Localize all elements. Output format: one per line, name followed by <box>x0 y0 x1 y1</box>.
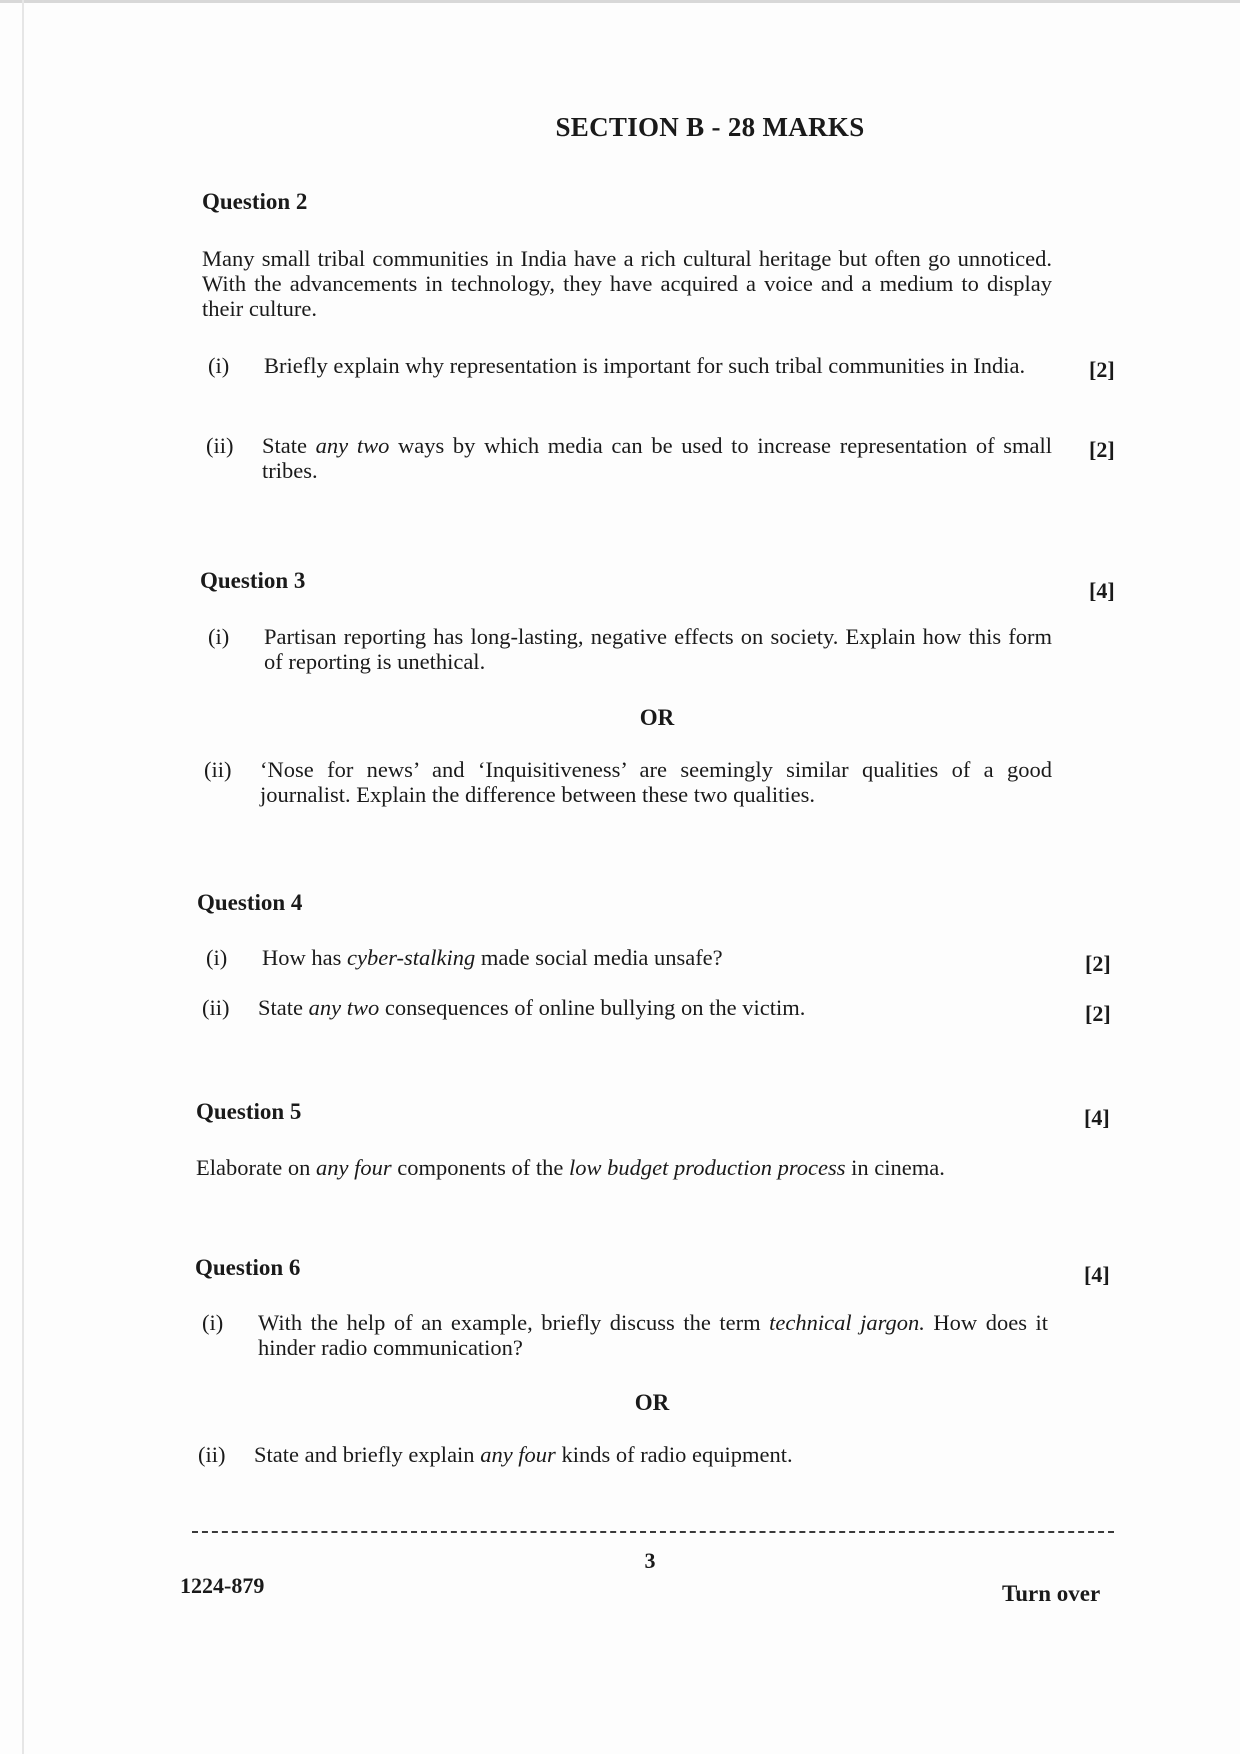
part-text: How has cyber-stalking made social media unsafe? <box>262 945 723 970</box>
scan-edge-left <box>22 0 24 1754</box>
part-text: Briefly explain why representation is important for such tribal communities in India. <box>264 353 1026 378</box>
question-4-part-i <box>206 945 1066 973</box>
part-text: State any two ways by which media can be used to increase representation of small tribes. <box>262 433 1052 483</box>
question-4-part-ii-marks: [2] <box>1085 1001 1111 1026</box>
paper-code: 1224-879 <box>180 1573 265 1598</box>
part-number: (i) <box>202 1310 224 1335</box>
question-3-title: Question 3 <box>200 568 306 593</box>
question-5-title: Question 5 <box>196 1099 302 1124</box>
question-3-part-i <box>208 624 1068 676</box>
question-2-part-ii <box>206 433 1066 485</box>
question-6-title: Question 6 <box>195 1255 301 1280</box>
part-number: (ii) <box>206 433 234 458</box>
question-5-text: Elaborate on any four components of the low budget production process in cinema. <box>196 1155 945 1180</box>
part-number: (ii) <box>204 757 232 782</box>
question-2-part-i-marks: [2] <box>1089 357 1115 382</box>
part-text: State and briefly explain any four kinds of radio equipment. <box>254 1442 793 1467</box>
question-5-marks: [4] <box>1084 1105 1110 1130</box>
part-number: (ii) <box>202 995 230 1020</box>
part-text: ‘Nose for news’ and ‘Inquisitiveness’ are seemingly similar qualities of a good journalist. Explain the difference between these two qualities. <box>260 757 1052 807</box>
question-3-or: OR <box>639 705 675 730</box>
section-title: SECTION B - 28 MARKS <box>555 112 865 142</box>
part-text: State any two consequences of online bullying on the victim. <box>258 995 806 1020</box>
part-number: (i) <box>208 353 230 378</box>
question-6-marks: [4] <box>1084 1262 1110 1287</box>
question-2-part-i <box>208 353 1068 405</box>
part-text: Partisan reporting has long-lasting, negative effects on society. Explain how this form of reporting is unethical. <box>264 624 1052 674</box>
question-3-part-ii <box>204 757 1064 809</box>
scan-edge-top <box>0 0 1240 3</box>
turn-over-label: Turn over <box>1002 1581 1101 1606</box>
question-4-part-ii <box>202 995 1062 1023</box>
question-4-title: Question 4 <box>197 890 303 915</box>
part-number: (ii) <box>198 1442 226 1467</box>
question-6-part-i <box>202 1310 1062 1362</box>
question-2-title: Question 2 <box>202 189 308 214</box>
question-3-marks: [4] <box>1089 578 1115 603</box>
question-6-or: OR <box>634 1390 670 1415</box>
question-4-part-i-marks: [2] <box>1085 951 1111 976</box>
question-6-part-ii <box>198 1442 1058 1470</box>
page-number: 3 <box>644 1548 656 1573</box>
part-number: (i) <box>208 624 230 649</box>
footer-divider <box>192 1531 1114 1533</box>
question-2-intro: Many small tribal communities in India have a rich cultural heritage but often go unnoticed. With the advancements in technology, they have acquired a voice and a medium to display their culture. <box>202 246 1052 321</box>
question-2-part-ii-marks: [2] <box>1089 437 1115 462</box>
part-text: With the help of an example, briefly discuss the term technical jargon. How does it hinder radio communication? <box>258 1310 1048 1360</box>
part-number: (i) <box>206 945 228 970</box>
